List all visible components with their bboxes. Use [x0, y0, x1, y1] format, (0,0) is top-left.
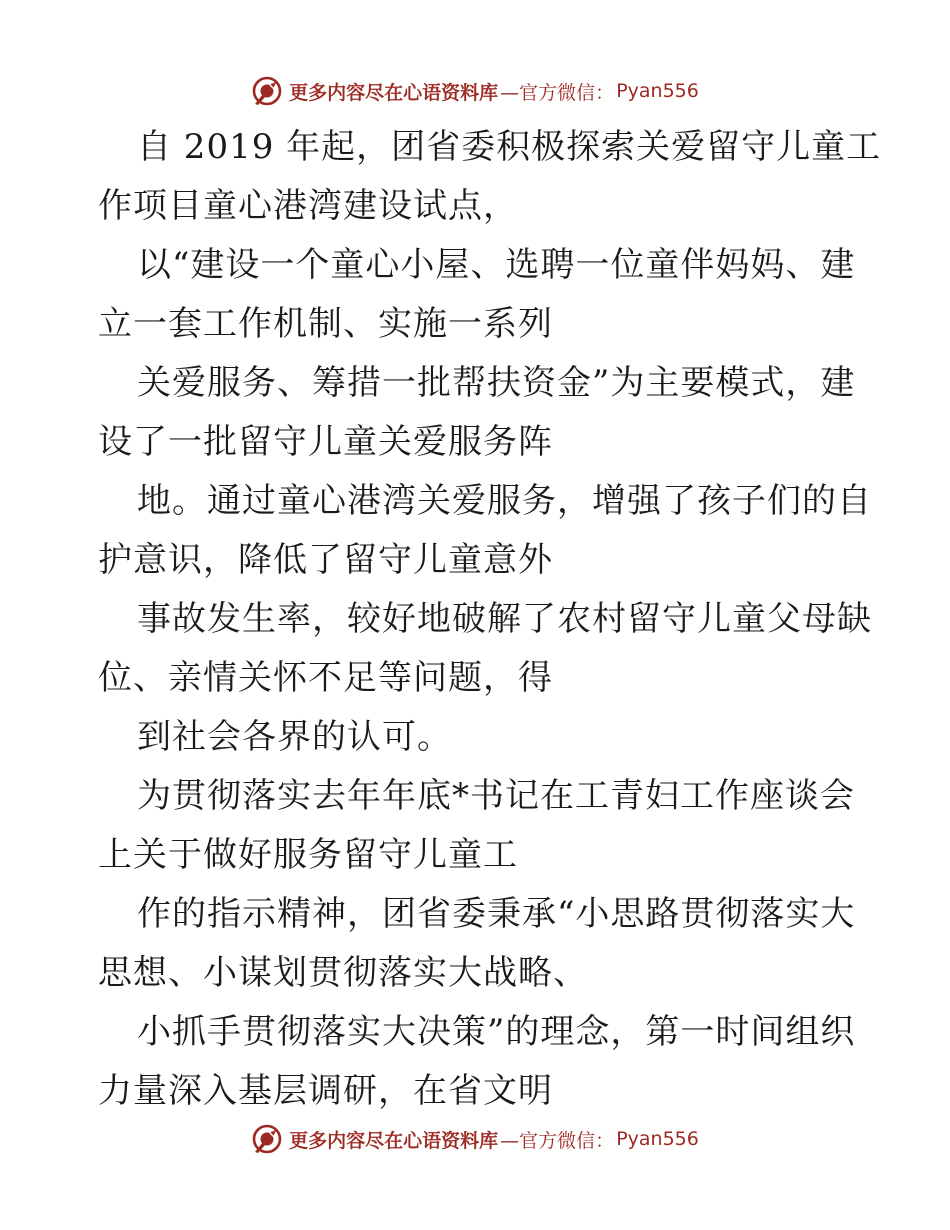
paragraph-line: 作的指示精神，团省委秉承“小思路贯彻落实大: [137, 894, 856, 934]
paragraph-line: 到社会各界的认可。: [137, 717, 452, 757]
paragraph: [98, 118, 882, 236]
paragraph: [98, 708, 858, 767]
footer-watermark-banner: [0, 1119, 950, 1159]
paragraph: [98, 590, 872, 708]
paragraph: [98, 236, 858, 354]
quill-seal-icon: [251, 75, 283, 107]
document-body: [98, 118, 882, 1121]
footer-site-text: 更多内容尽在心语资料库: [289, 1129, 499, 1152]
paragraph: [98, 472, 872, 590]
header-site-text: 更多内容尽在心语资料库: [289, 81, 499, 104]
paragraph: [98, 767, 858, 885]
paragraph: [98, 1003, 858, 1121]
paragraph-line: 立一套工作机制、实施一系列: [98, 304, 553, 344]
quill-seal-icon: [251, 1123, 283, 1155]
paragraph-line: 力量深入基层调研，在省文明: [98, 1071, 553, 1111]
paragraph-line: 设了一批留守儿童关爱服务阵: [98, 422, 553, 462]
paragraph-line: 事故发生率，较好地破解了农村留守儿童父母缺: [137, 599, 872, 639]
paragraph-line: 思想、小谋划贯彻落实大战略、: [98, 953, 588, 993]
paragraph-line: 位、亲情关怀不足等问题，得: [98, 658, 553, 698]
paragraph-line: 作项目童心港湾建设试点，: [98, 186, 518, 226]
paragraph-line: 上关于做好服务留守儿童工: [98, 835, 518, 875]
header-official-text: —官方微信：: [500, 81, 615, 104]
paragraph: [98, 354, 858, 472]
paragraph-line: 护意识，降低了留守儿童意外: [98, 540, 553, 580]
paragraph-line: 自 2019 年起，团省委积极探索关爱留守儿童工: [137, 127, 882, 167]
paragraph-line: 为贯彻落实去年年底*书记在工青妇工作座谈会: [137, 776, 855, 816]
paragraph-line: 小抓手贯彻落实大决策”的理念，第一时间组织: [137, 1012, 856, 1052]
paragraph-line: 地。通过童心港湾关爱服务，增强了孩子们的自: [137, 481, 872, 521]
header-watermark-banner: [0, 71, 950, 111]
header-wechat-handle: Pyan556: [616, 80, 699, 102]
paragraph-line: 关爱服务、筹措一批帮扶资金”为主要模式，建: [137, 363, 856, 403]
footer-wechat-handle: Pyan556: [616, 1128, 699, 1150]
paragraph-line: 以“建设一个童心小屋、选聘一位童伴妈妈、建: [137, 245, 856, 285]
paragraph: [98, 885, 858, 1003]
footer-official-text: —官方微信：: [500, 1129, 615, 1152]
